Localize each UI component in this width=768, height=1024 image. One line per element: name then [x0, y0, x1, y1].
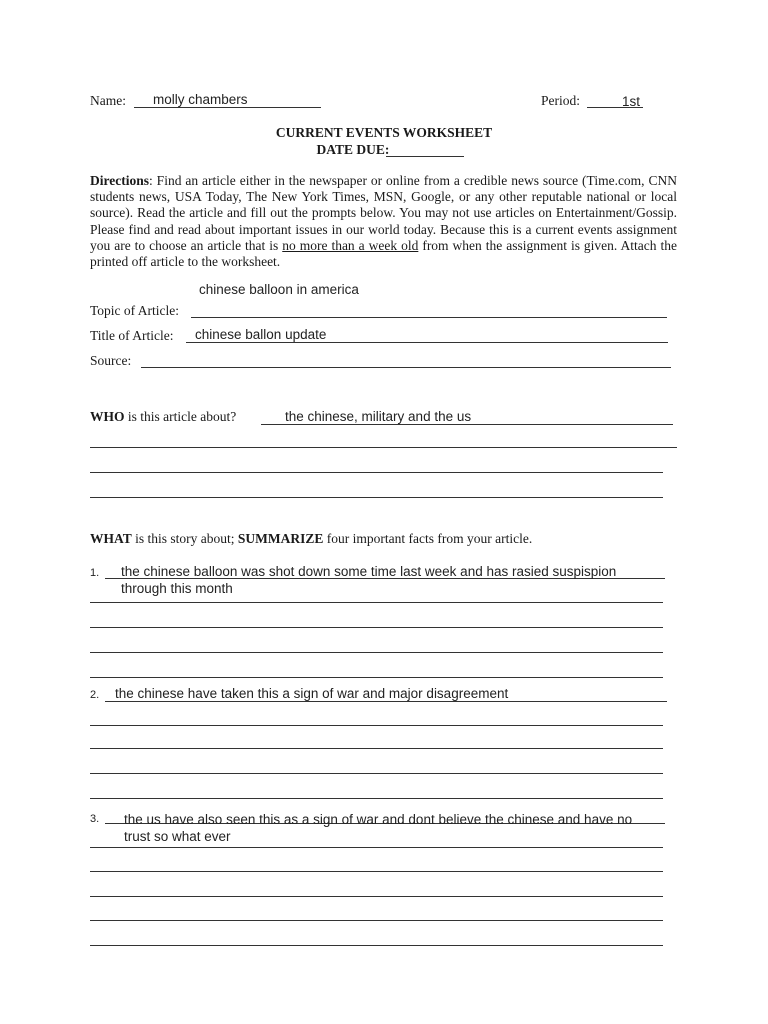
fact-2-line-3 — [90, 748, 663, 749]
fact-1-number: 1. — [90, 567, 100, 579]
fact-2-line-1 — [105, 701, 667, 702]
fact-3-line-4 — [90, 896, 663, 897]
source-underline — [141, 367, 671, 368]
who-input[interactable]: the chinese, military and the us — [285, 409, 472, 424]
name-input[interactable]: molly chambers — [153, 92, 248, 107]
fact-3-number: 3. — [90, 813, 100, 825]
title-underline — [186, 342, 668, 343]
period-label: Period: — [541, 93, 580, 108]
what-question — [90, 531, 532, 547]
directions-underlined: no more than a week old — [282, 237, 419, 253]
directions-paragraph — [90, 173, 677, 270]
date-due-label: DATE DUE: — [316, 142, 390, 157]
directions-text-before: : Find an article either in the newspaper or online from a credible news source (Time.com, CNN students news, USA Today, The New York Times, MSN, Google, or any other reputable national or local source). Read the article and fill out the prompts below. You may not use articles on Entertainment/Gossip. Please find and read about important issues in our world today. Because this is a current events assignment you are to choose an article that is — [90, 173, 677, 253]
topic-label: Topic of Article: — [90, 303, 180, 318]
fact-3-line-2 — [90, 847, 663, 848]
fact-1-line-5 — [90, 677, 663, 678]
who-underline — [261, 424, 673, 425]
fact-1-line-2 — [90, 602, 663, 603]
fact-2-input-line-1[interactable]: the chinese have taken this a sign of war and major disagreement — [115, 686, 509, 701]
name-label: Name: — [90, 93, 126, 108]
worksheet-title: CURRENT EVENTS WORKSHEET — [275, 125, 493, 140]
name-underline — [134, 107, 321, 108]
fact-3-input-line-2[interactable]: trust so what ever — [124, 829, 231, 844]
fact-3-line-5 — [90, 920, 663, 921]
fact-2-line-2 — [90, 725, 663, 726]
fact-1-input-line-2[interactable]: through this month — [121, 581, 233, 596]
who-bold: WHO — [90, 409, 125, 424]
what-mid: is this story about; — [131, 531, 238, 546]
fact-1-line-3 — [90, 627, 663, 628]
fact-2-line-4 — [90, 773, 663, 774]
source-label: Source: — [90, 353, 132, 368]
who-line-4 — [90, 497, 663, 498]
who-line-3 — [90, 472, 663, 473]
what-rest: four important facts from your article. — [323, 531, 533, 546]
fact-3-line-6 — [90, 945, 663, 946]
directions-label: Directions — [90, 173, 149, 188]
who-line-2 — [90, 447, 677, 448]
title-label: Title of Article: — [90, 328, 174, 343]
topic-underline — [191, 317, 667, 318]
fact-2-number: 2. — [90, 689, 100, 701]
fact-2-line-5 — [90, 798, 663, 799]
fact-3-input-line-1[interactable]: the us have also seen this as a sign of war and dont believe the chinese and have no — [124, 812, 633, 827]
fact-1-line-4 — [90, 652, 663, 653]
date-due-underline — [386, 156, 464, 157]
what-bold: WHAT — [90, 531, 132, 546]
directions-text-after: from when the assignment is given. Attach the printed off article to the worksheet. — [90, 237, 677, 270]
fact-3-line-3 — [90, 871, 663, 872]
who-question — [90, 409, 236, 425]
title-input[interactable]: chinese ballon update — [195, 327, 327, 342]
summarize-bold: SUMMARIZE — [237, 531, 324, 546]
topic-input[interactable]: chinese balloon in america — [199, 282, 359, 297]
period-input[interactable]: 1st — [622, 94, 641, 109]
who-rest: is this article about? — [124, 409, 237, 424]
fact-1-input-line-1[interactable]: the chinese balloon was shot down some time last week and has rasied suspispion — [121, 564, 617, 579]
